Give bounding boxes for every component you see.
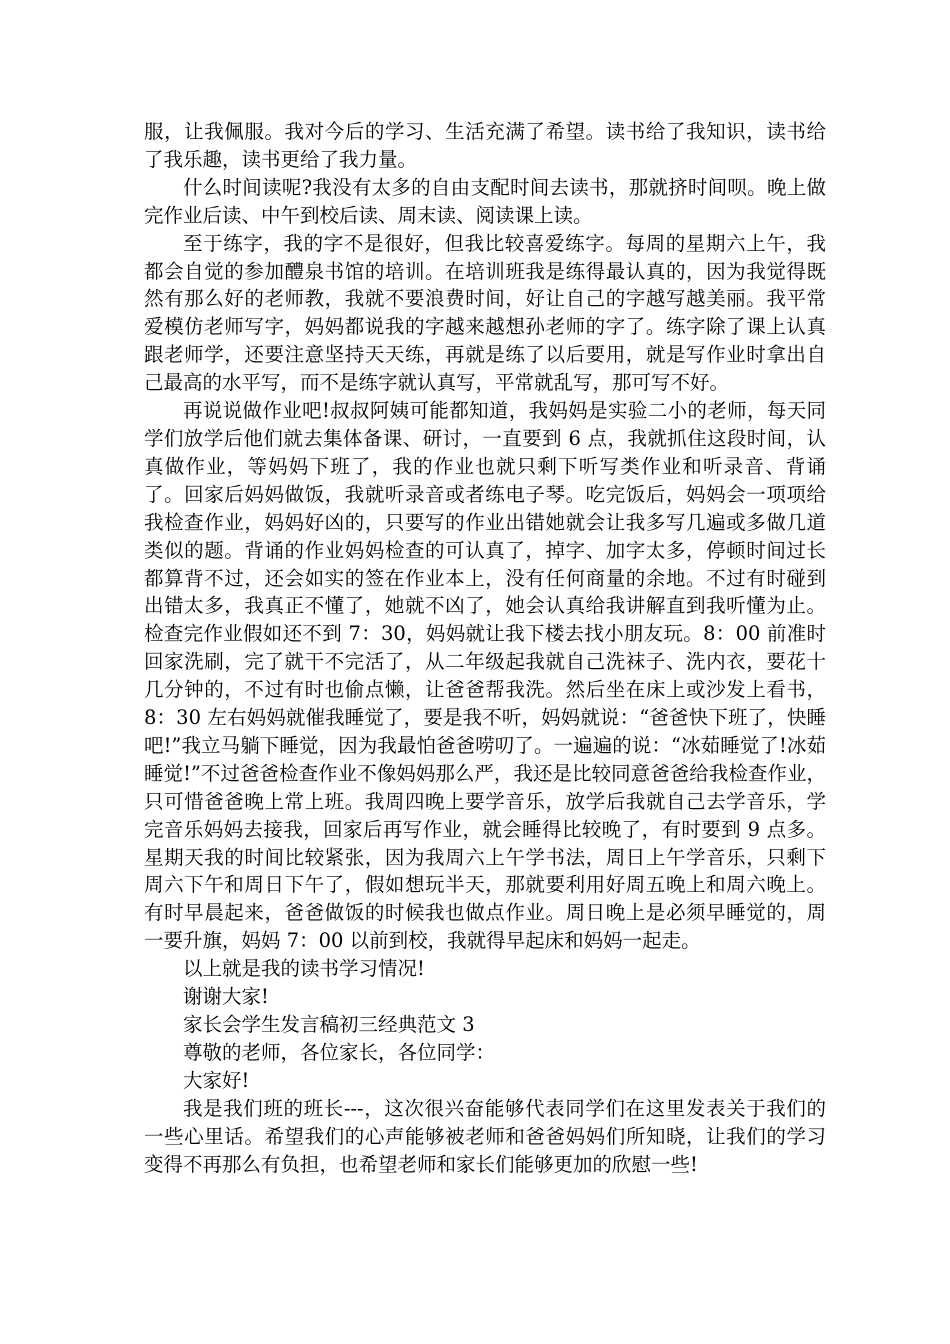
document-page bbox=[144, 118, 826, 1178]
paragraph-4: 再说说做作业吧!叔叔阿姨可能都知道，我妈妈是实验二小的老师，每天同学们放学后他们就去集体备课、研讨，一直要到 6 点，我就抓住这段时间，认真做作业，等妈妈下班了，我的作业也就只剩下听写类作业和听录音、背诵了。回家后妈妈做饭，我就听录音或者练电子琴。吃完饭后，妈妈会一项项给我检查作业，妈妈好凶的，只要写的作业出错她就会让我多写几遍或多做几道类似的题。背诵的作业妈妈检查的可认真了，掉字、加字太多，停顿时间过长都算背不过，还会如实的签在作业本上，没有任何商量的余地。不过有时碰到出错太多，我真正不懂了，她就不凶了，她会认真给我讲解直到我听懂为止。检查完作业假如还不到 7：30，妈妈就让我下楼去找小朋友玩。8：00 前准时回家洗刷，完了就干不完活了，从二年级起我就自己洗袜子、洗内衣，要花十几分钟的，不过有时也偷点懒，让爸爸帮我洗。然后坐在床上或沙发上看书，8：30 左右妈妈就催我睡觉了，要是我不听，妈妈就说：“爸爸快下班了，快睡吧!”我立马躺下睡觉，因为我最怕爸爸唠叨了。一遍遍的说：“冰茹睡觉了!冰茹睡觉!”不过爸爸检查作业不像妈妈那么严，我还是比较同意爸爸给我检查作业，只可惜爸爸晚上常上班。我周四晚上要学音乐，放学后我就自己去学音乐，学完音乐妈妈去接我，回家后再写作业，就会睡得比较晚了，有时要到 9 点多。星期天我的时间比较紧张，因为我周六上午学书法，周日上午学音乐，只剩下周六下午和周日下午了，假如想玩半天，那就要利用好周五晚上和周六晚上。有时早晨起来，爸爸做饭的时候我也做点作业。周日晚上是必须早睡觉的，周一要升旗，妈妈 7：00 以前到校，我就得早起床和妈妈一起走。 bbox=[144, 399, 826, 953]
paragraph-10: 我是我们班的班长---，这次很兴奋能够代表同学们在这里发表关于我们的一些心里话。希望我们的心声能够被老师和爸爸妈妈们所知晓，让我们的学习变得不再那么有负担，也希望老师和家长们能够更加的欣慰一些! bbox=[144, 1096, 826, 1176]
section-heading: 家长会学生发言稿初三经典范文 3 bbox=[183, 1013, 475, 1036]
paragraph-6: 谢谢大家! bbox=[183, 985, 269, 1009]
paragraph-2: 什么时间读呢?我没有太多的自由支配时间去读书，那就挤时间呗。晚上做完作业后读、中午到校后读、周末读、阅读课上读。 bbox=[144, 175, 826, 227]
paragraph-5: 以上就是我的读书学习情况! bbox=[183, 957, 425, 981]
salutation: 尊敬的老师，各位家长，各位同学： bbox=[183, 1040, 496, 1064]
paragraph-3: 至于练字，我的字不是很好，但我比较喜爱练字。每周的星期六上午，我都会自觉的参加醴泉书馆的培训。在培训班我是练得最认真的，因为我觉得既然有那么好的老师教，我就不要浪费时间，好让自己的字越写越美丽。我平常爱模仿老师写字，妈妈都说我的字越来越想孙老师的字了。练字除了课上认真跟老师学，还要注意坚持天天练，再就是练了以后要用，就是写作业时拿出自己最高的水平写，而不是练字就认真写，平常就乱写，那可写不好。 bbox=[144, 231, 826, 395]
paragraph-1: 服，让我佩服。我对今后的学习、生活充满了希望。读书给了我知识，读书给了我乐趣，读书更给了我力量。 bbox=[144, 120, 826, 171]
greeting: 大家好! bbox=[183, 1068, 250, 1092]
